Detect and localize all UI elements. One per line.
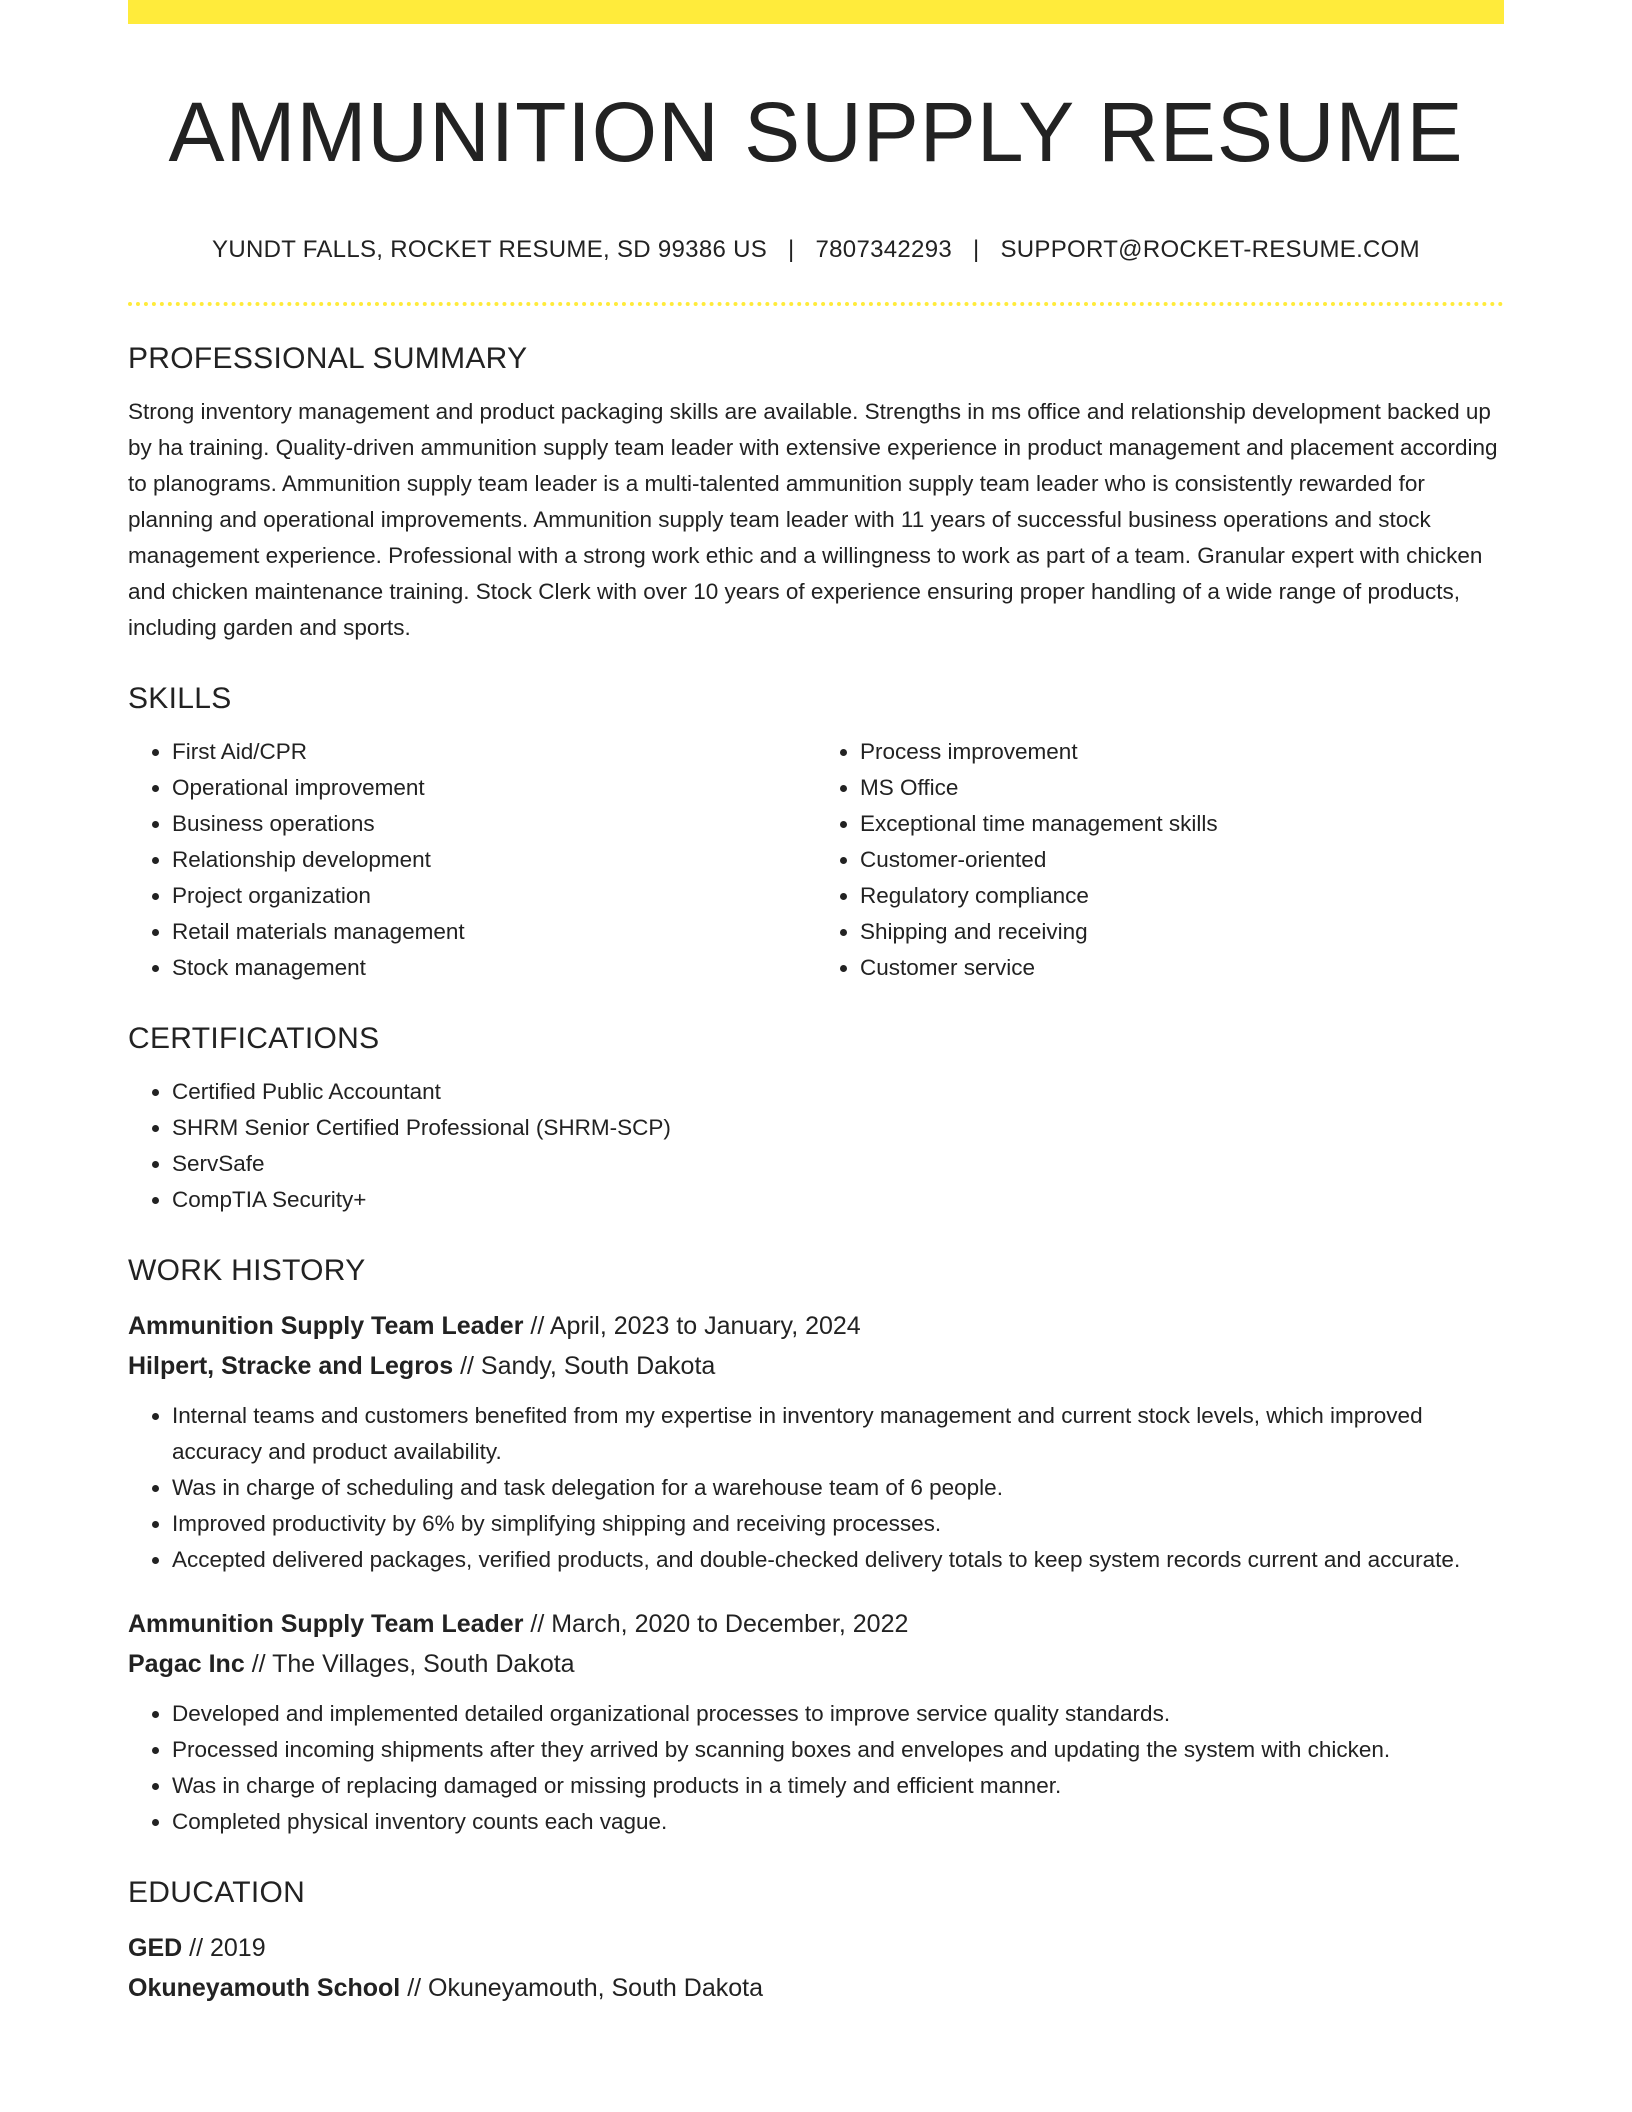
education-location: // Okuneyamouth, South Dakota bbox=[407, 1974, 763, 2003]
skill-item: • Customer-oriented bbox=[860, 842, 1504, 878]
education-heading: EDUCATION bbox=[128, 1876, 306, 1910]
contact-address: YUNDT FALLS, ROCKET RESUME, SD 99386 US bbox=[212, 236, 768, 264]
job-company-line bbox=[128, 1346, 1504, 1386]
skill-item: • Regulatory compliance bbox=[860, 878, 1504, 914]
certification-item: • Certified Public Accountant bbox=[172, 1074, 1504, 1110]
summary-text: Strong inventory management and product packaging skills are available. Strengths in ms office and relationship development backed up by ha training. Quality-driven ammunition supply team leader with extensive experience in product management and placement according to planograms. Ammunition supply team leader is a multi-talented ammunition supply team leader who is consistently rewarded for planning and operational improvements. Ammunition supply team leader with 11 years of successful business operations and stock management experience. Professional with a strong work ethic and a willingness to work as part of a team. Granular expert with chicken and chicken maintenance training. Stock Clerk with over 10 years of experience ensuring proper handling of a wide range of products, including garden and sports. bbox=[128, 399, 1498, 641]
skills-column-right bbox=[816, 734, 1504, 986]
skills-list bbox=[128, 734, 1504, 986]
education-school: Okuneyamouth School bbox=[128, 1974, 401, 2003]
skill-item: • MS Office bbox=[860, 770, 1504, 806]
job-bullet: • Completed physical inventory counts each vague. bbox=[172, 1804, 1504, 1840]
certification-item: • ServSafe bbox=[172, 1146, 1504, 1182]
contact-separator: | bbox=[972, 236, 980, 264]
job-location: // Sandy, South Dakota bbox=[460, 1352, 716, 1381]
job-title-line bbox=[128, 1604, 1504, 1644]
skill-item: • Relationship development bbox=[172, 842, 816, 878]
contact-line bbox=[128, 236, 1504, 264]
job-bullet: • Processed incoming shipments after they arrived by scanning boxes and envelopes and updating the system with chicken. bbox=[172, 1732, 1504, 1768]
job-bullets bbox=[128, 1398, 1504, 1578]
contact-phone: 7807342293 bbox=[815, 236, 952, 264]
header-divider bbox=[128, 302, 1504, 306]
certifications-heading: CERTIFICATIONS bbox=[128, 1022, 380, 1056]
skills-heading: SKILLS bbox=[128, 682, 232, 716]
skill-item: • Customer service bbox=[860, 950, 1504, 986]
skill-item: • Shipping and receiving bbox=[860, 914, 1504, 950]
skill-item: • Project organization bbox=[172, 878, 816, 914]
resume-page bbox=[128, 0, 1504, 2008]
education-school-line bbox=[128, 1968, 1504, 2008]
skills-column-left bbox=[128, 734, 816, 986]
job-dates: // March, 2020 to December, 2022 bbox=[530, 1610, 909, 1639]
certification-item: • CompTIA Security+ bbox=[172, 1182, 1504, 1218]
job-entry bbox=[128, 1306, 1504, 1578]
job-bullets bbox=[128, 1696, 1504, 1840]
skill-item: • Retail materials management bbox=[172, 914, 816, 950]
skill-item: • Operational improvement bbox=[172, 770, 816, 806]
skill-item: • Process improvement bbox=[860, 734, 1504, 770]
summary-heading: PROFESSIONAL SUMMARY bbox=[128, 342, 528, 376]
job-title: Ammunition Supply Team Leader bbox=[128, 1312, 524, 1341]
skill-item: • Business operations bbox=[172, 806, 816, 842]
contact-email: SUPPORT@ROCKET-RESUME.COM bbox=[1000, 236, 1420, 264]
work-history-heading: WORK HISTORY bbox=[128, 1254, 366, 1288]
job-bullet: • Improved productivity by 6% by simplifying shipping and receiving processes. bbox=[172, 1506, 1504, 1542]
job-bullet: • Was in charge of replacing damaged or missing products in a timely and efficient manner. bbox=[172, 1768, 1504, 1804]
certification-item: • SHRM Senior Certified Professional (SHRM-SCP) bbox=[172, 1110, 1504, 1146]
top-accent-bar bbox=[128, 0, 1504, 24]
skill-item: • First Aid/CPR bbox=[172, 734, 816, 770]
certifications-list bbox=[128, 1074, 1504, 1218]
job-company: Pagac Inc bbox=[128, 1650, 245, 1679]
job-bullet: • Accepted delivered packages, verified products, and double-checked delivery totals to keep system records current and accurate. bbox=[172, 1542, 1504, 1578]
job-bullet: • Developed and implemented detailed organizational processes to improve service quality standards. bbox=[172, 1696, 1504, 1732]
job-company: Hilpert, Stracke and Legros bbox=[128, 1352, 454, 1381]
job-location: // The Villages, South Dakota bbox=[251, 1650, 575, 1679]
job-title-line bbox=[128, 1306, 1504, 1346]
education-year: // 2019 bbox=[189, 1934, 266, 1963]
skill-item: • Exceptional time management skills bbox=[860, 806, 1504, 842]
job-entry bbox=[128, 1604, 1504, 1840]
job-dates: // April, 2023 to January, 2024 bbox=[530, 1312, 861, 1341]
education-degree-line bbox=[128, 1928, 1504, 1968]
education-degree: GED bbox=[128, 1934, 183, 1963]
job-bullet: • Was in charge of scheduling and task delegation for a warehouse team of 6 people. bbox=[172, 1470, 1504, 1506]
contact-separator: | bbox=[788, 236, 795, 264]
job-title: Ammunition Supply Team Leader bbox=[128, 1610, 524, 1639]
job-bullet: • Internal teams and customers benefited from my expertise in inventory management and current stock levels, which improved accuracy and product availability. bbox=[172, 1398, 1504, 1470]
skill-item: • Stock management bbox=[172, 950, 816, 986]
job-company-line bbox=[128, 1644, 1504, 1684]
resume-title: AMMUNITION SUPPLY RESUME bbox=[168, 85, 1464, 179]
